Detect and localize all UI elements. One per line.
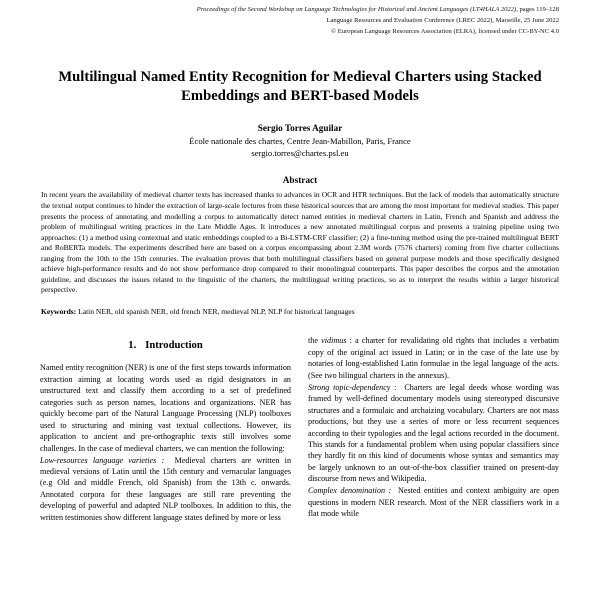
abstract-text: In recent years the availability of medieval charter texts has increased thanks to advances in OCR and HTR techniques. But the lack of models that automatically structure the textual output continues to hinder the extraction of large-scale lectures from these historical sources that are among the most important for medieval studies. This paper presents the process of annotating and modelling a corpus to automatically detect named entities in medieval charters in Latin, French and Spanish and address the problem of multilingual writing practices in the Late Middle Ages. It introduces a new annotated multilingual corpus and presents a training pipeline using two approaches: (1) a method using contextual and static embeddings coupled to a Bi-LSTM-CRF classifier; (2) a fine-tuning method using the pre-trained multilingual BERT and RoBERTa models. The experiments described here are based on a corpus encompassing about 2.3M words (7576 charters) coming from five charter collections ranging from the 10th to the 15th centuries. The evaluation proves that both multilingual classifiers based on general purpose models and those specifically designed achieve high-performance results and do not show performance drop compared to their monolingual counterparts. This paper describes the corpus and the annotation guideline, and discusses the issues related to the linguistic of the charters, the multilingual writing practices, so as to interpret the results within a larger historical perspective. xyxy=(41,190,559,295)
author-block xyxy=(40,122,560,160)
paragraph-topic-dependency xyxy=(308,382,559,485)
right-column xyxy=(308,333,559,583)
section-heading-introduction xyxy=(40,339,291,353)
keywords-label: Keywords: xyxy=(41,306,77,316)
paragraph-intro: Named entity recognition (NER) is one of the first steps towards information extraction aiming at locating words used as rigid designators in an unstructured text and classify them according to a set of predefined categories such as person names, locations and organizations. NER has quickly become part of the Natural Language Processing (NLP) toolboxes used to structuring and mining vast textual collections. However, its application to ancient and pre-orthographic texts still involves some challenges. In the case of medieval charters, we can mention the following: xyxy=(40,363,291,453)
header-conference-line: Language Resources and Evaluation Conference (LREC 2022), Marseille, 25 June 2022 xyxy=(326,17,559,25)
paragraph-topic-dependency-text: Charters are legal deeds whose wording was framed by well-defined documentary models using stereotyped discursive structures and a formulaic and archaizing vocabulary. Charters are not mass productions, but they use a series of more or less recurrent sequences according to their typologies and the legal actions recorded in the document. This stands for a fundamental problem when using popular classifiers since they hardly fit on this kind of documents whose syntax and semantics may be largely unknown to an out-of-the-box classifier trained on present-day discourse from news and Wikipedia. xyxy=(308,382,559,484)
paragraph-complex-denomination-text: Nested entities and context ambiguity are open questions in modern NER research. Most of the NER classifiers work in a flat mode while xyxy=(308,486,559,519)
author-name: Sergio Torres Aguilar xyxy=(257,122,343,133)
header-proceedings-title: Proceedings of the Second Workshop on Language Technologies for Historical and Ancient Languages (LT4HALA 2022) xyxy=(196,6,517,13)
section-number: 1. xyxy=(128,340,137,352)
paragraph-complex-denomination-emphasis: Complex denomination : xyxy=(308,486,392,496)
publication-header xyxy=(40,4,560,38)
paragraph-topic-dependency-emphasis: Strong topic-dependency : xyxy=(308,382,397,392)
paragraph-vidimus xyxy=(308,335,559,381)
page-title: Multilingual Named Entity Recognition for Medieval Charters using Stacked Embeddings and BERT-based Models xyxy=(58,68,542,104)
author-affiliation: École nationale des chartes, Centre Jean-Mabillon, Paris, France xyxy=(189,135,411,146)
keywords-value: Latin NER, old spanish NER, old french NER, medieval NLP, NLP for historical languages xyxy=(78,306,355,316)
header-pages: , pages 119–128 xyxy=(516,6,559,13)
paragraph-low-resource xyxy=(40,455,291,524)
paragraph-complex-denomination xyxy=(308,485,559,519)
body-columns xyxy=(40,333,560,583)
keywords-line xyxy=(41,307,559,318)
section-title: Introduction xyxy=(145,340,203,352)
header-license-line: © European Language Resources Association (ELRA), licensed under CC-BY-NC 4.0 xyxy=(331,28,559,36)
paragraph-low-resource-emphasis: Low-resources language varieties : xyxy=(40,455,165,465)
paragraph-vidimus-emphasis: vidimus xyxy=(321,336,347,346)
abstract-section xyxy=(40,175,560,317)
paragraph-vidimus-text: : a charter for revalidating old rights that includes a verbatim copy of the original act issued in Latin; or in the case of the late use by notaries of long-established Latin formulae in the legal language of the acts. (See two bilingual charters in the annexus). xyxy=(308,336,559,380)
paragraph-vidimus-prefix: the xyxy=(308,336,322,346)
header-proceedings-line xyxy=(40,4,559,15)
left-column xyxy=(40,333,291,583)
abstract-heading: Abstract xyxy=(282,176,318,187)
author-email: sergio.torres@chartes.psl.eu xyxy=(251,148,349,159)
paragraph-low-resource-text: Medieval charters are written in medieval versions of Latin until the 15th century and vernacular languages (e.g Old and middle French, old Spanish) from the 13th c. onwards. Annotated corpora for these languages are still rare preventing the developing of powerful and adapted NLP toolboxes. In addition to this, the written testimonies show different language states defined by more or less xyxy=(40,455,291,522)
